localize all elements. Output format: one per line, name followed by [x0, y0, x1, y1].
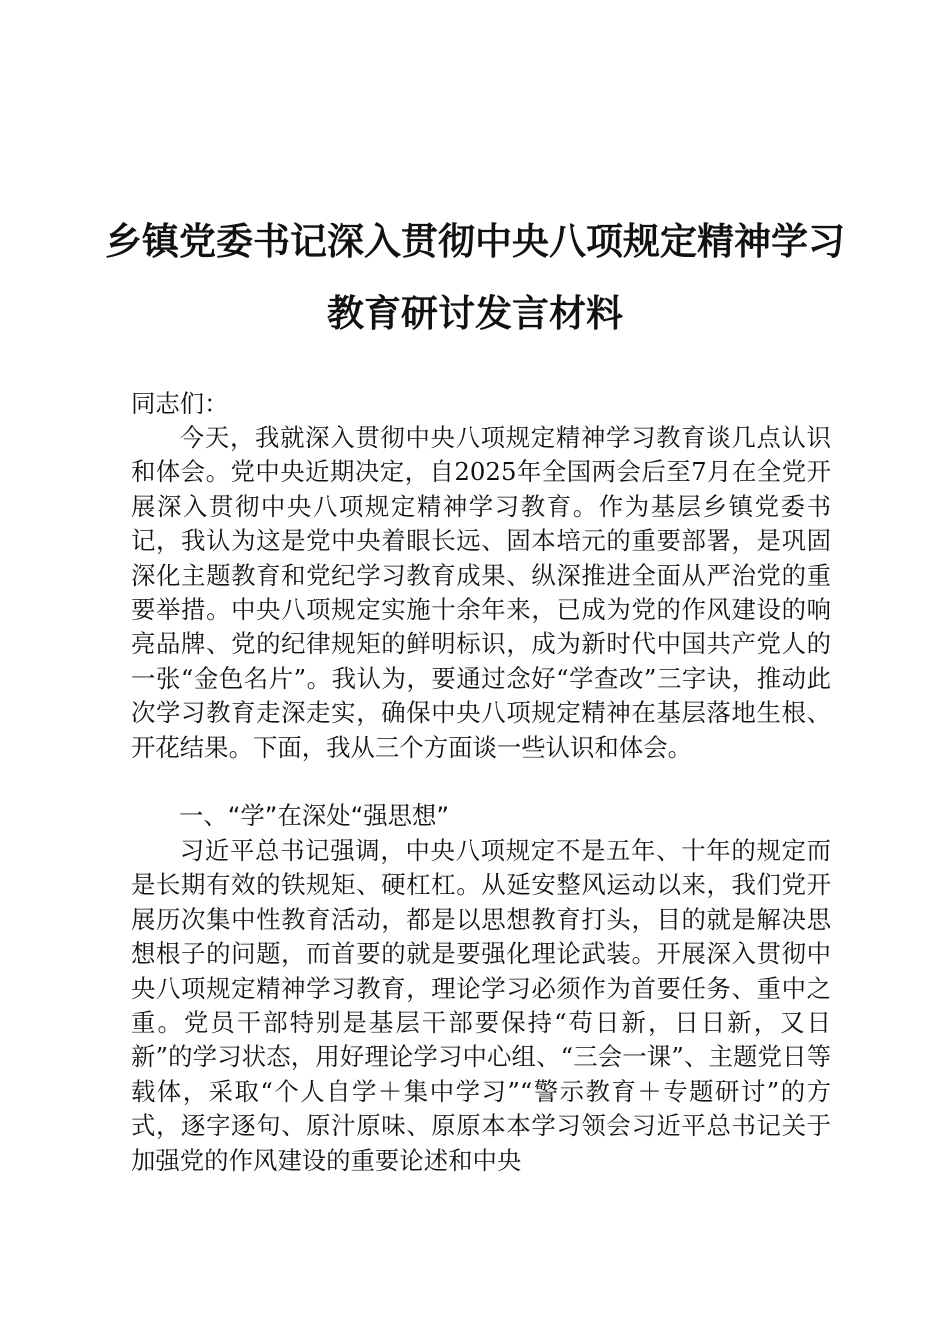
paragraph-section-1: 习近平总书记强调，中央八项规定不是五年、十年的规定而是长期有效的铁规矩、硬杠杠。从延安整风运动以来，我们党开展历次集中性教育活动，都是以思想教育打头，目的就是解决思想根子的问题，而首要的就是要强化理论武装。开展深入贯彻中央八项规定精神学习教育，理论学习必须作为首要任务、重中之重。党员干部特别是基层干部要保持“苟日新，日日新，又日新”的学习状态，用好理论学习中心组、“三会一课”、主题党日等载体，采取“个人自学＋集中学习”“警示教育＋专题研讨”的方式，逐字逐句、原汁原味、原原本本学习领会习近平总书记关于加强党的作风建设的重要论述和中央: [131, 836, 831, 1175]
section-heading-1: 一、“学”在深处“强思想”: [179, 801, 450, 830]
salutation: 同志们：: [131, 389, 229, 418]
document-title-line-2: 教育研讨发言材料: [327, 291, 623, 335]
document-title-line-1: 乡镇党委书记深入贯彻中央八项规定精神学习: [105, 219, 845, 263]
paragraph-intro: 今天，我就深入贯彻中央八项规定精神学习教育谈几点认识和体会。党中央近期决定，自2025年全国两会后至7月在全党开展深入贯彻中央八项规定精神学习教育。作为基层乡镇党委书记，我认为这是党中央着眼长远、固本培元的重要部署，是巩固深化主题教育和党纪学习教育成果、纵深推进全面从严治党的重要举措。中央八项规定实施十余年来，已成为党的作风建设的响亮品牌、党的纪律规矩的鲜明标识，成为新时代中国共产党人的一张“金色名片”。我认为，要通过念好“学查改”三字诀，推动此次学习教育走深走实，确保中央八项规定精神在基层落地生根、开花结果。下面，我从三个方面谈一些认识和体会。: [131, 423, 831, 762]
